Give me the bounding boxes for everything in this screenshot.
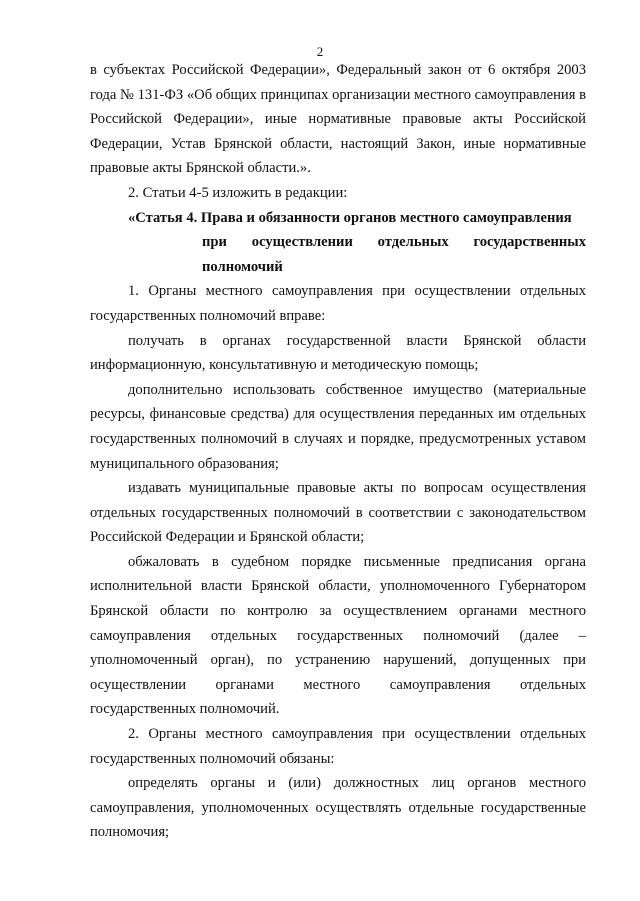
paragraph-duty-officials: определять органы и (или) должностных лиц органов местного самоуправления, уполномоченных осуществлять отдельные государственные полномочия;: [90, 775, 586, 841]
paragraph-right-property: дополнительно использовать собственное имущество (материальные ресурсы, финансовые средства) для осуществления переданных им отдельных государственных полномочий в случаях и порядке, предусмотренных уставом муниципального образования;: [90, 381, 586, 472]
article-heading: [90, 206, 586, 280]
paragraph-part-2: 2. Органы местного самоуправления при осуществлении отдельных государственных полномочий обязаны:: [90, 726, 586, 767]
paragraph-right-legal-acts: издавать муниципальные правовые акты по вопросам осуществления отдельных государственных полномочий в соответствии с законодательством Российской Федерации и Брянской области;: [90, 480, 586, 546]
amendment-item: 2. Статьи 4-5 изложить в редакции:: [128, 184, 348, 201]
article-heading-line1: «Статья 4. Права и обязанности органов местного самоуправления: [128, 209, 572, 226]
article-heading-line2: при осуществлении отдельных государственных полномочий: [202, 234, 586, 275]
intro-continuation: в субъектах Российской Федерации», Федеральный закон от 6 октября 2003 года № 131-ФЗ «Об общих принципах организации местного самоуправления в Российской Федерации», иные нормативные правовые акты Российской Федерации, Устав Брянской области, настоящий Закон, иные нормативные правовые акты Брянской области.».: [90, 62, 586, 177]
paragraph-right-assistance: получать в органах государственной власти Брянской области информационную, консультативную и методическую помощь;: [90, 332, 586, 374]
page-number: 2: [316, 44, 324, 59]
paragraph-part-1: 1. Органы местного самоуправления при осуществлении отдельных государственных полномочий вправе:: [90, 283, 586, 324]
document-body: [90, 58, 586, 845]
paragraph-right-appeal: обжаловать в судебном порядке письменные предписания органа исполнительной власти Брянской области, уполномоченного Губернатором Брянской области по контролю за осуществлением органами местного самоуправления отдельных государственных полномочий (далее – уполномоченный орган), по устранению нарушений, допущенных при осуществлении органами местного самоуправления отдельных государственных полномочий.: [90, 553, 586, 718]
